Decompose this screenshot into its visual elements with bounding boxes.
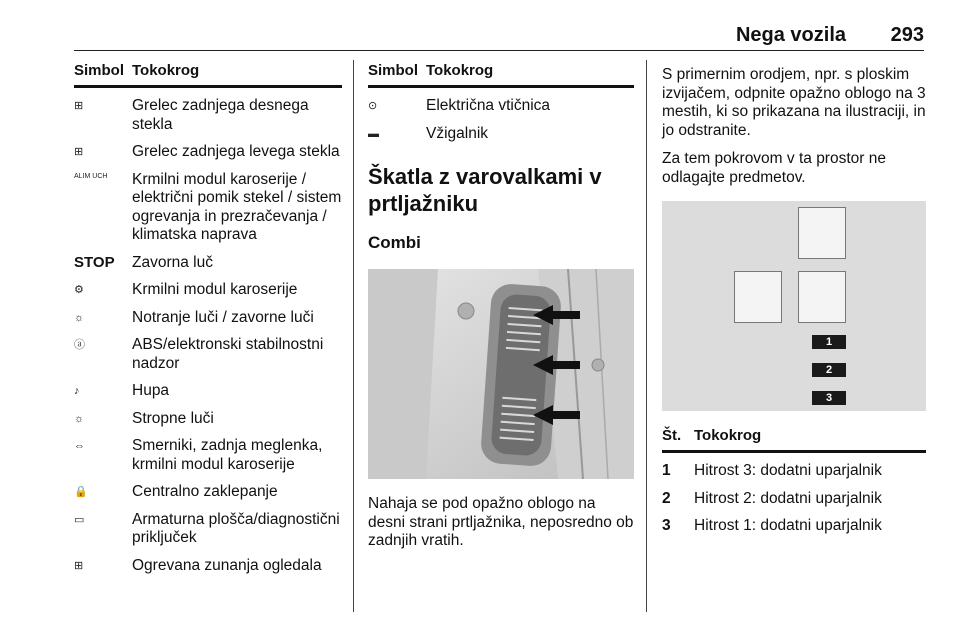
table-row: [662, 462, 926, 481]
row-text: Ogrevana zunanja ogledala: [132, 556, 322, 574]
table-header: [662, 427, 926, 453]
fuse-label-2: 2: [812, 363, 846, 377]
row-text: Zavorna luč: [132, 253, 213, 271]
alim-uch-icon: ALIM UCH: [74, 172, 108, 180]
col-num-header: Št.: [662, 427, 682, 444]
table-row: [74, 171, 342, 245]
table-row: [74, 557, 342, 576]
fuse-label-3: 3: [812, 391, 846, 405]
row-text: Hitrost 1: dodatni uparjalnik: [694, 517, 882, 534]
table-row: [74, 336, 342, 373]
column-divider: [646, 60, 647, 612]
table-row: [74, 281, 342, 300]
col-circuit-header: Tokokrog: [694, 427, 762, 444]
row-text: Armaturna plošča/diagnostični priključek: [132, 510, 340, 546]
row-text: Smerniki, zadnja meglenka, krmilni modul karoserije: [132, 437, 323, 473]
row-text: Krmilni modul karoserije: [132, 281, 298, 298]
fuse-slot: [734, 271, 782, 323]
table-row: [368, 97, 634, 116]
section-subheading: Combi: [368, 233, 421, 252]
column-three: [662, 66, 926, 536]
table-row: [662, 490, 926, 509]
row-text: Električna vtičnica: [426, 97, 551, 114]
table-header: [74, 62, 342, 88]
row-text: Krmilni modul karoserije / električni pomik stekel / sistem ogrevanja in prezračevanja / klimatska naprava: [132, 170, 342, 243]
column-divider: [353, 60, 354, 612]
col-circuit-header: Tokokrog: [132, 62, 200, 79]
table-row: [74, 97, 342, 134]
fuse-layout-figure: [662, 201, 926, 411]
row-text: ABS/elektronski stabilnostni nadzor: [132, 336, 324, 372]
row-text: Hupa: [132, 382, 170, 399]
body-control-module-icon: ⚙: [74, 284, 84, 296]
row-text: Stropne luči: [132, 409, 214, 427]
table-row: [662, 517, 926, 536]
column-two: [368, 62, 634, 551]
col-symbol-header: Simbol: [368, 62, 419, 79]
cigarette-lighter-icon: ▬: [368, 127, 379, 140]
row-text: Notranje luči / zavorne luči: [132, 308, 314, 326]
page-header: [74, 10, 924, 51]
table-row: [74, 410, 342, 429]
row-number: 3: [662, 517, 671, 534]
fuse-symbol-table: [74, 62, 342, 575]
table-row: [74, 309, 342, 328]
lock-icon: 🔒: [74, 486, 88, 498]
table-row: [368, 125, 634, 144]
row-text: Grelec zadnjega levega stekla: [132, 143, 340, 160]
stop-icon: STOP: [74, 253, 115, 271]
mirror-heater-icon: ⊞: [74, 559, 84, 572]
row-number: 1: [662, 462, 671, 479]
col-circuit-header: Tokokrog: [426, 62, 494, 79]
table-row: [74, 254, 342, 273]
row-text: Centralno zaklepanje: [132, 483, 278, 500]
interior-light-icon: ☼: [74, 311, 85, 324]
col-symbol-header: Simbol: [74, 62, 125, 79]
row-text: Hitrost 2: dodatni uparjalnik: [694, 489, 882, 507]
table-row: [74, 511, 342, 548]
rear-window-heater-icon: ⊞: [74, 146, 84, 158]
abs-icon: ⓐ: [74, 339, 85, 351]
table-row: [74, 483, 342, 502]
fuse-label-1: 1: [812, 335, 846, 349]
page-title: Nega vozila: [735, 24, 846, 46]
trunk-fusebox-photo: [368, 269, 634, 479]
instruction-paragraph: S primernim orodjem, npr. s ploskim izvijačem, odpnite opažno oblogo na 3 mestih, ki so prikazana na ilustraciji, in jo odstranite.: [662, 66, 926, 139]
row-text: Hitrost 3: dodatni uparjalnik: [694, 462, 882, 479]
rear-window-heater-icon: ⊞: [74, 100, 84, 112]
turn-signal-icon: ⇔: [74, 440, 85, 452]
fuse-slot: [798, 207, 846, 259]
table-row: [74, 382, 342, 401]
table-header: [368, 62, 634, 88]
row-text: Grelec zadnjega desnega stekla: [132, 97, 309, 133]
horn-icon: ♪: [74, 385, 80, 397]
warning-paragraph: Za tem pokrovom v ta prostor ne odlagajte predmetov.: [662, 150, 886, 186]
section-heading: Škatla z varovalkami v prtljažniku: [368, 164, 602, 216]
table-row: [74, 437, 342, 474]
trunk-panel-illustration: [368, 269, 634, 479]
page-number: 293: [890, 24, 924, 46]
ceiling-light-icon: ☼: [74, 412, 85, 425]
table-row: [74, 143, 342, 162]
dashboard-icon: ▭: [74, 513, 85, 526]
fuse-slot: [798, 271, 846, 323]
location-caption: Nahaja se pod opažno oblogo na desni strani prtljažnika, neposredno ob zadnjih vratih.: [368, 495, 634, 549]
row-text: Vžigalnik: [426, 124, 489, 142]
row-number: 2: [662, 489, 671, 507]
power-outlet-icon: ⊙: [368, 100, 378, 112]
